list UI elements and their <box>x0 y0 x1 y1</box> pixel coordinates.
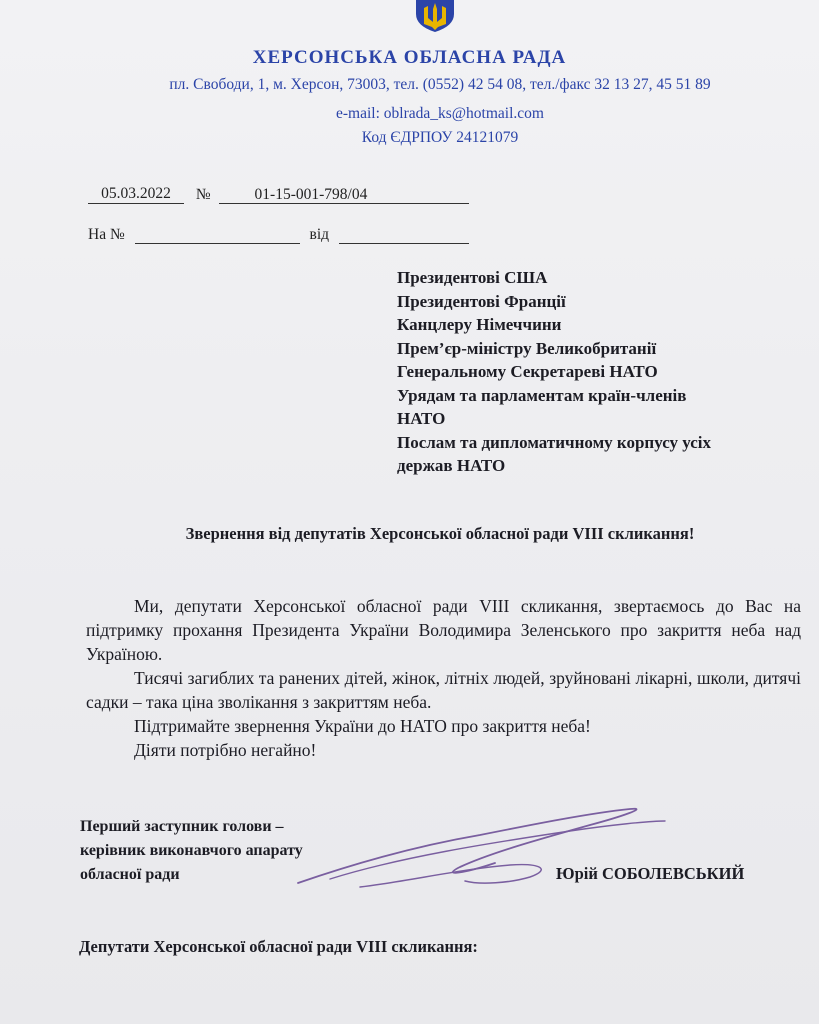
body-paragraph: Ми, депутати Херсонської обласної ради VIII скликання, звертаємось до Вас на підтримку прохання Президента України Володимира Зеленського про закриття неба над Україною. <box>86 596 801 664</box>
recipient-line: Генеральному Секретареві НАТО <box>397 362 658 381</box>
appeal-heading: Звернення від депутатів Херсонської обласної ради VIII скликання! <box>185 524 695 543</box>
outgoing-number: 01-15-001-798/04 <box>219 186 469 204</box>
deputies-heading: Депутати Херсонської обласної ради VIII скликання: <box>79 937 478 956</box>
recipient-line: Канцлеру Німеччини <box>397 315 562 334</box>
recipient-line: держав НАТО <box>397 456 506 475</box>
email-line: e-mail: oblrada_ks@hotmail.com <box>336 105 544 122</box>
reply-number-blank <box>135 225 300 244</box>
recipient-line: Прем’єр-міністру Великобританії <box>397 338 657 358</box>
incoming-registration <box>88 225 469 244</box>
outgoing-date: 05.03.2022 <box>88 185 184 204</box>
body-paragraph: Діяти потрібно негайно! <box>134 740 317 760</box>
ukraine-trident-icon <box>413 0 457 32</box>
recipients-block <box>397 266 797 478</box>
recipient-line: Президентові Франції <box>397 291 566 311</box>
signatory-title-line: керівник виконавчого апарату <box>80 842 303 859</box>
reply-to-label: На № <box>88 226 125 243</box>
address-line: пл. Свободи, 1, м. Херсон, 73003, тел. (0552) 42 54 08, тел./факс 32 13 27, 45 51 89 <box>169 76 711 93</box>
org-name: ХЕРСОНСЬКА ОБЛАСНА РАДА <box>252 47 567 68</box>
number-sign: № <box>195 186 211 203</box>
recipient-line: Президентові США <box>397 268 548 287</box>
edrpou-line: Код ЄДРПОУ 24121079 <box>361 129 519 146</box>
body-paragraph: Підтримайте звернення України до НАТО про закриття неба! <box>134 716 591 736</box>
body-paragraph: Тисячі загиблих та ранених дітей, жінок, літніх людей, зруйновані лікарні, школи, дитячі садки – така ціна зволікання з закриттям неба. <box>86 668 801 712</box>
recipient-line: НАТО <box>397 409 446 428</box>
signatory-name: Юрій СОБОЛЕВСЬКИЙ <box>556 864 745 883</box>
appeal-body <box>86 594 801 762</box>
reply-date-blank <box>339 225 469 244</box>
recipient-line: Послам та дипломатичному корпусу усіх <box>397 432 712 452</box>
outgoing-registration <box>88 185 469 204</box>
from-label: від <box>309 226 330 243</box>
signatory-title-line: Перший заступник голови – <box>80 818 284 835</box>
signatory-title-line: обласної ради <box>80 866 180 883</box>
recipient-line: Урядам та парламентам країн-членів <box>397 385 687 405</box>
